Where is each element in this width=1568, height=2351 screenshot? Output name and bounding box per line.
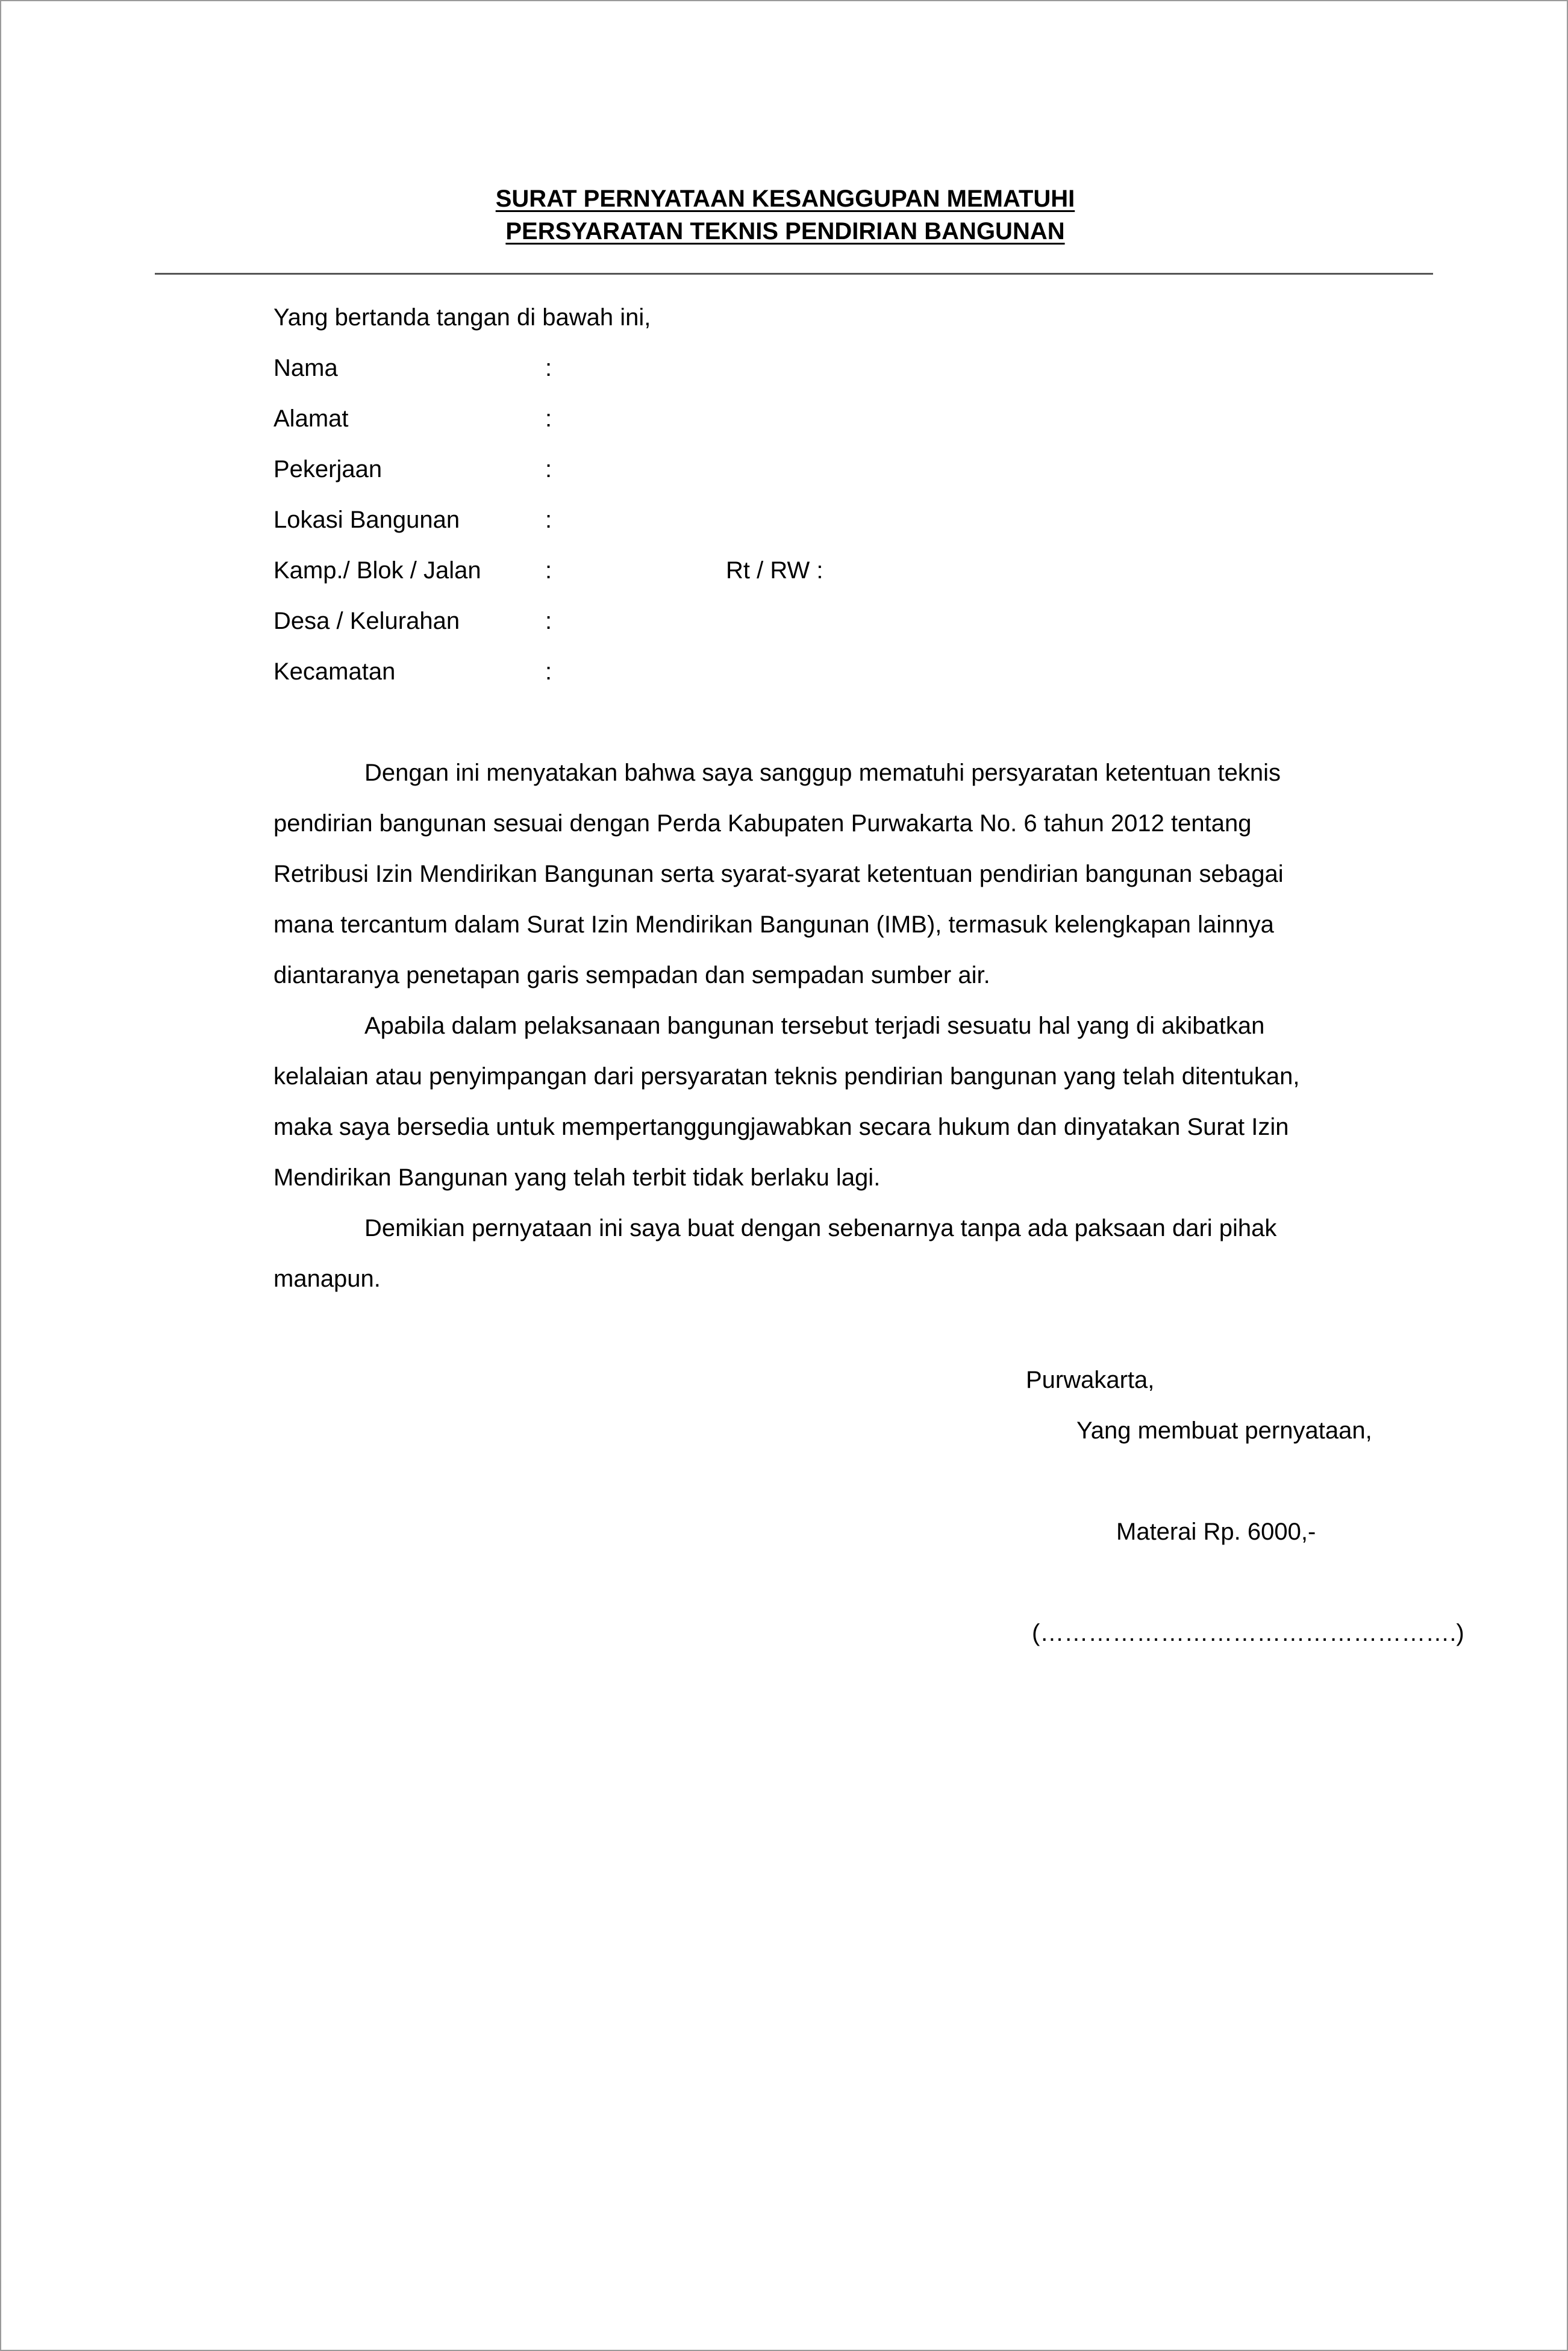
field-colon-kamp-blok-jalan: : bbox=[545, 557, 552, 584]
document-title-line-1: SURAT PERNYATAAN KESANGGUPAN MEMATUHI bbox=[495, 186, 1075, 212]
field-label-nama: Nama bbox=[273, 355, 338, 381]
header-divider bbox=[155, 273, 1433, 275]
field-label-pekerjaan: Pekerjaan bbox=[273, 456, 383, 482]
paragraph-2-line-3: maka saya bersedia untuk mempertanggungjawabkan secara hukum dan dinyatakan Surat Izin bbox=[273, 1114, 1289, 1140]
field-label-lokasi-bangunan: Lokasi Bangunan bbox=[273, 507, 460, 533]
signature-place: Purwakarta, bbox=[1026, 1367, 1155, 1393]
paragraph-2-line-1: Apabila dalam pelaksanaan bangunan tersebut terjadi sesuatu hal yang di akibatkan bbox=[364, 1013, 1265, 1039]
field-label-kecamatan: Kecamatan bbox=[273, 658, 396, 685]
paragraph-1-line-3: Retribusi Izin Mendirikan Bangunan serta syarat-syarat ketentuan pendirian bangunan sebagai bbox=[273, 861, 1284, 887]
stamp-duty-label: Materai Rp. 6000,- bbox=[1116, 1519, 1316, 1545]
signature-name-line: (…………………………………………….) bbox=[1032, 1620, 1464, 1646]
field-colon-alamat: : bbox=[545, 405, 552, 432]
field-colon-lokasi-bangunan: : bbox=[545, 507, 552, 533]
paragraph-1-line-2: pendirian bangunan sesuai dengan Perda Kabupaten Purwakarta No. 6 tahun 2012 tentang bbox=[273, 810, 1252, 837]
field-colon-desa-kelurahan: : bbox=[545, 608, 552, 634]
field-colon-pekerjaan: : bbox=[545, 456, 552, 482]
signature-maker-label: Yang membuat pernyataan, bbox=[1076, 1417, 1372, 1444]
field-label-rt-rw: Rt / RW : bbox=[726, 557, 823, 584]
paragraph-3-line-2: manapun. bbox=[273, 1266, 381, 1292]
paragraph-1-line-4: mana tercantum dalam Surat Izin Mendirikan Bangunan (IMB), termasuk kelengkapan lainnya bbox=[273, 911, 1274, 938]
paragraph-3-line-1: Demikian pernyataan ini saya buat dengan sebenarnya tanpa ada paksaan dari pihak bbox=[364, 1215, 1277, 1241]
paragraph-2-line-2: kelalaian atau penyimpangan dari persyaratan teknis pendirian bangunan yang telah ditentukan, bbox=[273, 1063, 1300, 1090]
field-label-alamat: Alamat bbox=[273, 405, 349, 432]
field-label-desa-kelurahan: Desa / Kelurahan bbox=[273, 608, 460, 634]
paragraph-1-line-1: Dengan ini menyatakan bahwa saya sanggup mematuhi persyaratan ketentuan teknis bbox=[364, 760, 1281, 786]
field-label-kamp-blok-jalan: Kamp./ Blok / Jalan bbox=[273, 557, 481, 584]
field-colon-kecamatan: : bbox=[545, 658, 552, 685]
paragraph-1-line-5: diantaranya penetapan garis sempadan dan sempadan sumber air. bbox=[273, 962, 990, 988]
field-colon-nama: : bbox=[545, 355, 552, 381]
document-title-line-2: PERSYARATAN TEKNIS PENDIRIAN BANGUNAN bbox=[505, 218, 1065, 245]
intro-text: Yang bertanda tangan di bawah ini, bbox=[273, 304, 651, 331]
paragraph-2-line-4: Mendirikan Bangunan yang telah terbit tidak berlaku lagi. bbox=[273, 1164, 881, 1191]
